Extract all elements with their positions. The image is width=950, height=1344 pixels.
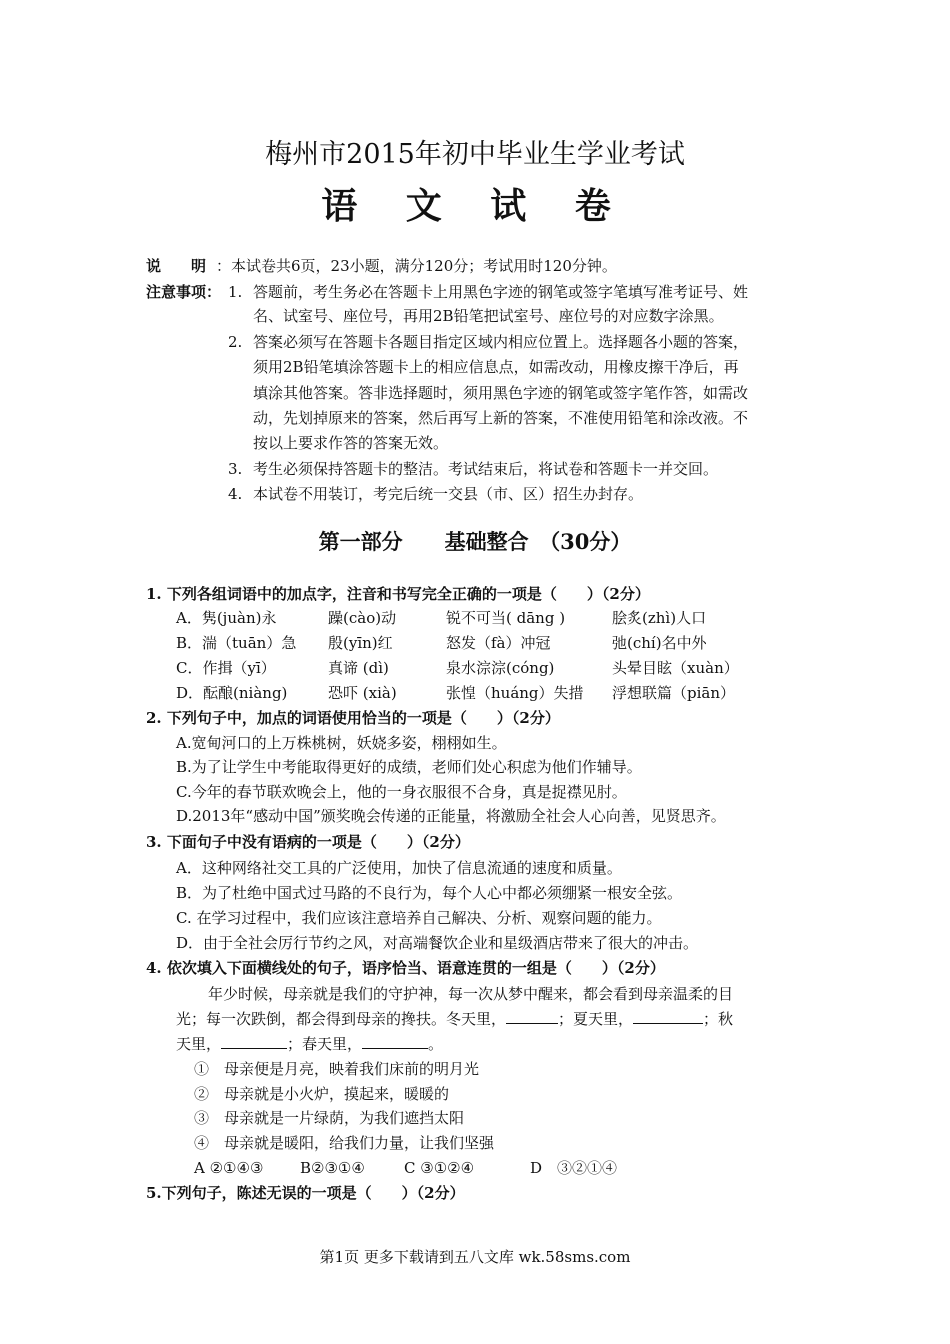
q1-option-cell: 躁(cào)动 [328,609,397,627]
note-label: 说 明 [146,257,207,275]
section-title: 第一部分 基础整合 （30分） [318,529,632,554]
q1-option-cell: C．作揖（yī） [176,659,276,677]
instruction-line: 按以上要求作答的答案无效。 [253,434,449,452]
q1-option-cell: 弛(chí)名中外 [612,634,707,652]
q1-option-cell: 殷(yīn)红 [328,634,393,652]
q3-option: A．这种网络社交工具的广泛使用，加快了信息流通的速度和质量。 [176,859,622,877]
q4-item: ① 母亲便是月亮，映着我们床前的明月光 [194,1060,480,1078]
q1-option-cell: 浮想联篇（piān） [612,684,736,702]
q4-choice: C ③①②④ [404,1159,475,1177]
q4-passage-text: 光；每一次跌倒，都会得到母亲的搀扶。冬天里， [176,1010,507,1028]
fill-blank[interactable] [633,1009,703,1024]
instruction-line: 答题前，考生务必在答题卡上用黑色字迹的钢笔或签字笔填写准考证号、姓 [253,283,749,301]
q4-choice: D ③②①④ [530,1159,618,1177]
instruction-num: 2. [228,333,243,351]
q4-item: ③ 母亲就是一片绿荫，为我们遮挡太阳 [194,1109,465,1127]
instruction-line: 答案必须写在答题卡各题目指定区域内相应位置上。选择题各小题的答案， [253,333,749,351]
fill-blank[interactable] [221,1034,287,1049]
q1-option-cell: B．湍（tuān）急 [176,634,297,652]
instruction-line: 须用2B铅笔填涂答题卡上的相应信息点，如需改动，用橡皮擦干净后，再 [253,358,739,376]
question-1-stem: 1. 下列各组词语中的加点字，注音和书写完全正确的一项是（ ）（2分） [146,585,650,603]
instruction-line: 考生必须保持答题卡的整洁。考试结束后，将试卷和答题卡一并交回。 [253,460,719,478]
q4-choice: B②③①④ [300,1159,365,1177]
q1-option-cell: D．酝酿(niàng) [176,684,288,702]
q4-passage-line [176,1009,733,1029]
instruction-num: 4. [228,485,243,503]
q4-passage-text: 天里， [176,1035,222,1053]
instruction-line: 动，先划掉原来的答案，然后再写上新的答案，不准使用铅笔和涂改液。不 [253,409,749,427]
q1-option-cell: 锐不可当( dāng ) [446,609,566,627]
q4-choice: A ②①④③ [194,1159,264,1177]
q1-option-cell: 恐吓 (xià) [328,684,397,702]
q4-passage-line [176,1034,443,1054]
q4-passage-text: ；秋 [703,1010,734,1028]
instruction-num: 3. [228,460,243,478]
instruction-line: 本试卷不用装订，考完后统一交县（市、区）招生办封存。 [253,485,644,503]
q4-passage-text: ；夏天里， [558,1010,634,1028]
q4-passage-line: 年少时候，母亲就是我们的守护神，每一次从梦中醒来，都会看到母亲温柔的目 [208,985,734,1003]
q1-option-cell: 脍炙(zhì)人口 [612,609,707,627]
attention-label: 注意事项： [146,283,222,301]
question-4-stem: 4. 依次填入下面横线处的句子，语序恰当、语意连贯的一组是（ ）（2分） [146,959,665,977]
q4-item: ④ 母亲就是暖阳，给我们力量，让我们坚强 [194,1134,495,1152]
q2-option: D.2013年“感动中国”颁奖晚会传递的正能量，将激励全社会人心向善，见贤思齐。 [176,807,726,825]
q4-passage-text: 。 [428,1035,444,1053]
question-2-stem: 2. 下列句子中，加点的词语使用恰当的一项是（ ）（2分） [146,709,560,727]
q3-option: C. 在学习过程中，我们应该注意培养自己解决、分析、观察问题的能力。 [176,909,662,927]
note-text: ：本试卷共6页，23小题，满分120分；考试用时120分钟。 [216,257,617,275]
exam-title: 梅州市2015年初中毕业生学业考试 [265,139,685,170]
page-footer: 第1页 更多下载请到五八文库 wk.58sms.com [319,1248,631,1266]
instruction-num: 1. [228,283,243,301]
q1-option-cell: 张惶（huáng）失措 [446,684,584,702]
q3-option: D．由于全社会厉行节约之风，对高端餐饮企业和星级酒店带来了很大的冲击。 [176,934,699,952]
q3-option: B．为了杜绝中国式过马路的不良行为，每个人心中都必须绷紧一根安全弦。 [176,884,683,902]
q1-option-cell: 泉水淙淙(cóng) [446,659,555,677]
q2-option: C.今年的春节联欢晚会上，他的一身衣服很不合身，真是捉襟见肘。 [176,783,627,801]
q1-option-cell: 头晕目眩（xuàn） [612,659,739,677]
q2-option: A.宽甸河口的上万株桃树，妖娆多姿，栩栩如生。 [176,734,507,752]
fill-blank[interactable] [362,1034,428,1049]
q1-option-cell: 真谛 (dì) [328,659,389,677]
instruction-line: 名、试室号、座位号，再用2B铅笔把试室号、座位号的对应数字涂黑。 [253,307,724,325]
q1-option-cell: A．隽(juàn)永 [176,609,277,627]
question-5-stem: 5.下列句子，陈述无误的一项是（ ）（2分） [146,1184,465,1202]
q1-option-cell: 怒发（fà）冲冠 [446,634,551,652]
subject-title: 语 文 试 卷 [321,185,629,227]
fill-blank[interactable] [506,1009,558,1024]
instruction-line: 填涂其他答案。答非选择题时，须用黑色字迹的钢笔或签字笔作答，如需改 [253,384,749,402]
q4-passage-text: ；春天里， [287,1035,363,1053]
question-3-stem: 3. 下面句子中没有语病的一项是（ ）（2分） [146,833,470,851]
q4-item: ② 母亲就是小火炉，摸起来，暖暖的 [194,1085,450,1103]
q2-option: B.为了让学生中考能取得更好的成绩，老师们处心积虑为他们作辅导。 [176,758,642,776]
